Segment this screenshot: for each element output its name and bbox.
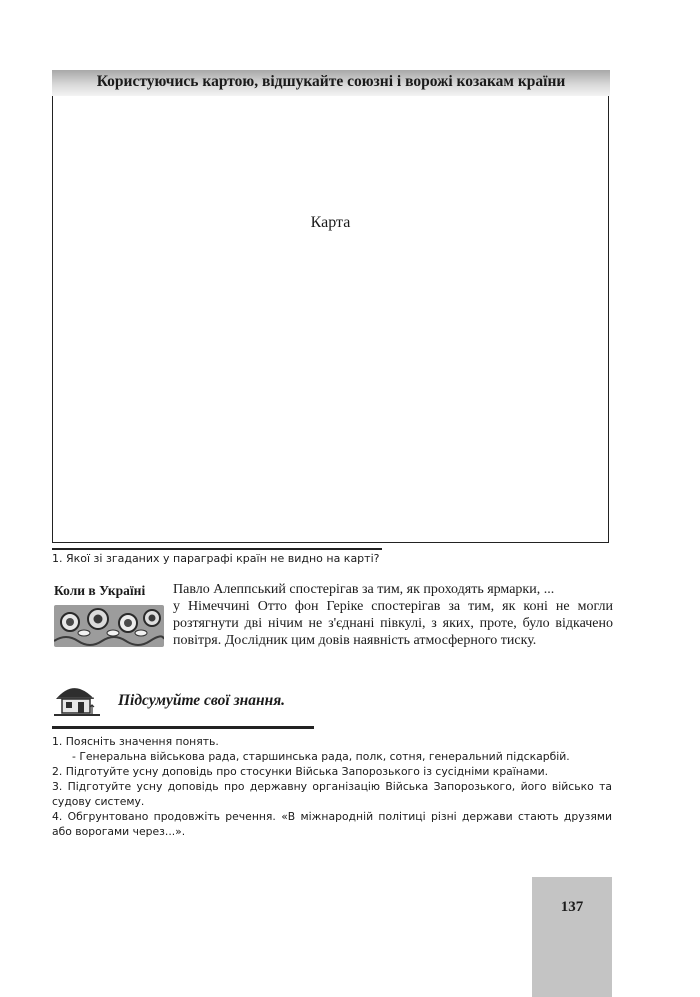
task-1-terms: - Генеральна військова рада, старшинська рада, полк, сотня, генеральний підскарбій. — [72, 750, 570, 763]
summary-title: Підсумуйте свої знання. — [118, 692, 286, 709]
page-number-tab — [532, 877, 612, 997]
house-icon — [54, 683, 100, 719]
question-divider — [52, 548, 382, 550]
summary-divider — [52, 726, 314, 729]
task-list — [52, 734, 612, 839]
map-section-title: Користуючись картою, відшукайте союзні і ворожі козакам країни — [52, 70, 610, 96]
text-line-2: у Німеччині Отто фон Геріке спостерігав за тим, як коні не могли розтягнути дві нічим не з'єднані півкулі, з яких, проте, було відкачено повітря. Дослідник цим довів наявність атмосферного тиску. — [173, 599, 613, 648]
task-2: 2. Підготуйте усну доповідь про стосунки Війська Запорозького із сусідніми країнами. — [52, 765, 549, 778]
sidebar-title: Коли в Україні — [54, 583, 146, 598]
page-number: 137 — [560, 899, 584, 915]
task-4: 4. Обгрунтовано продовжіть речення. «В міжнародній політиці різні держави стають друзями або ворогами через...». — [52, 810, 612, 838]
map-label: Карта — [310, 214, 351, 231]
floral-ornament-icon — [54, 605, 164, 647]
task-3: 3. Підготуйте усну доповідь про державну організацію Війська Запорозького, його військо та судову систему. — [52, 780, 612, 808]
historical-parallel-text — [173, 581, 613, 649]
task-1: 1. Поясніть значення понять. — [52, 735, 219, 748]
map-question: 1. Якої зі згаданих у параграфі країн не видно на карті? — [52, 552, 380, 565]
map-placeholder — [52, 96, 609, 543]
text-line-1: Павло Алеппський спостерігав за тим, як проходять ярмарки, ... — [173, 582, 555, 597]
